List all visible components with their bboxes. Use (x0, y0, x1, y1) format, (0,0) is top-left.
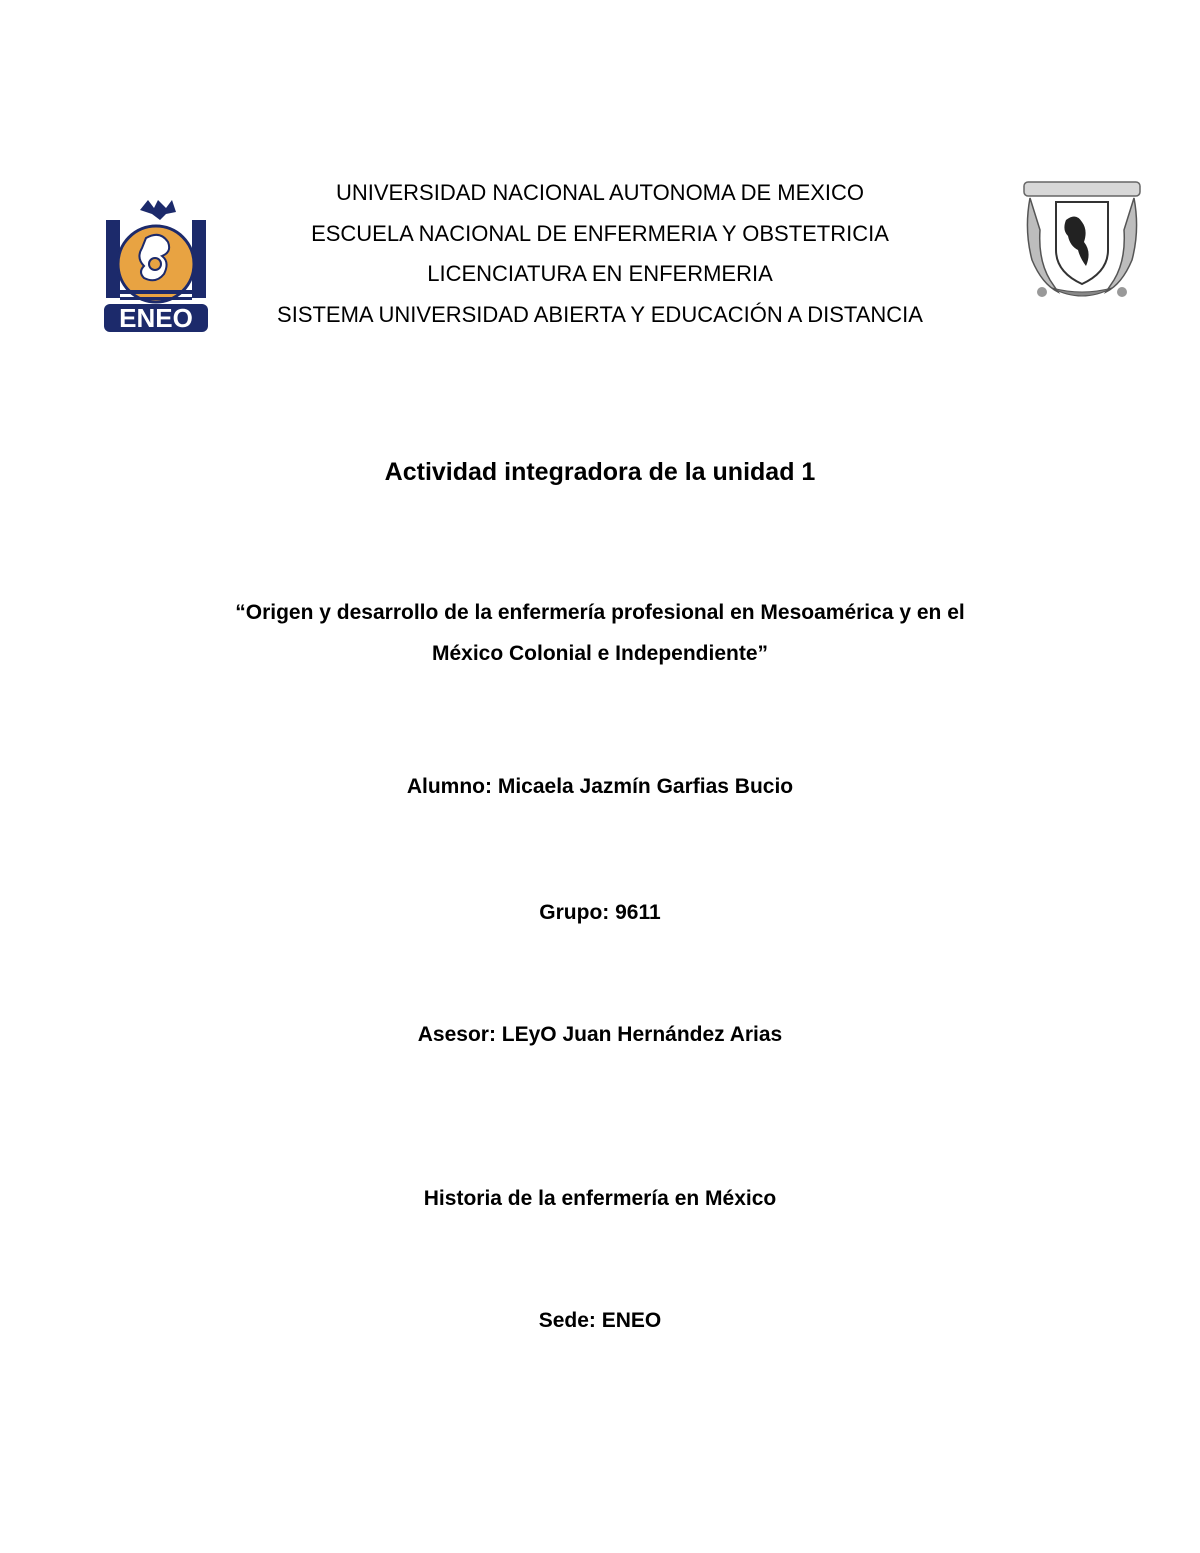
university-name: UNIVERSIDAD NACIONAL AUTONOMA DE MEXICO (335, 180, 865, 205)
course-name: Historia de la enfermería en México (423, 1187, 777, 1210)
student-name: Alumno: Micaela Jazmín Garfias Bucio (406, 775, 794, 798)
advisor-name: Asesor: LEyO Juan Hernández Arias (417, 1023, 783, 1046)
subtitle-line-2: México Colonial e Independiente” (431, 642, 769, 665)
document-title: Actividad integradora de la unidad 1 (384, 458, 816, 486)
program-name: LICENCIATURA EN ENFERMERIA (427, 261, 773, 286)
svg-text:ENEO: ENEO (119, 303, 193, 333)
school-name: ESCUELA NACIONAL DE ENFERMERIA Y OBSTETRICIA (311, 221, 889, 246)
group-number: Grupo: 9611 (539, 901, 661, 924)
subtitle-line-1: “Origen y desarrollo de la enfermería profesional en Mesoamérica y en el (235, 601, 965, 624)
campus-name: Sede: ENEO (538, 1309, 662, 1332)
system-name: SISTEMA UNIVERSIDAD ABIERTA Y EDUCACIÓN A DISTANCIA (277, 302, 923, 327)
